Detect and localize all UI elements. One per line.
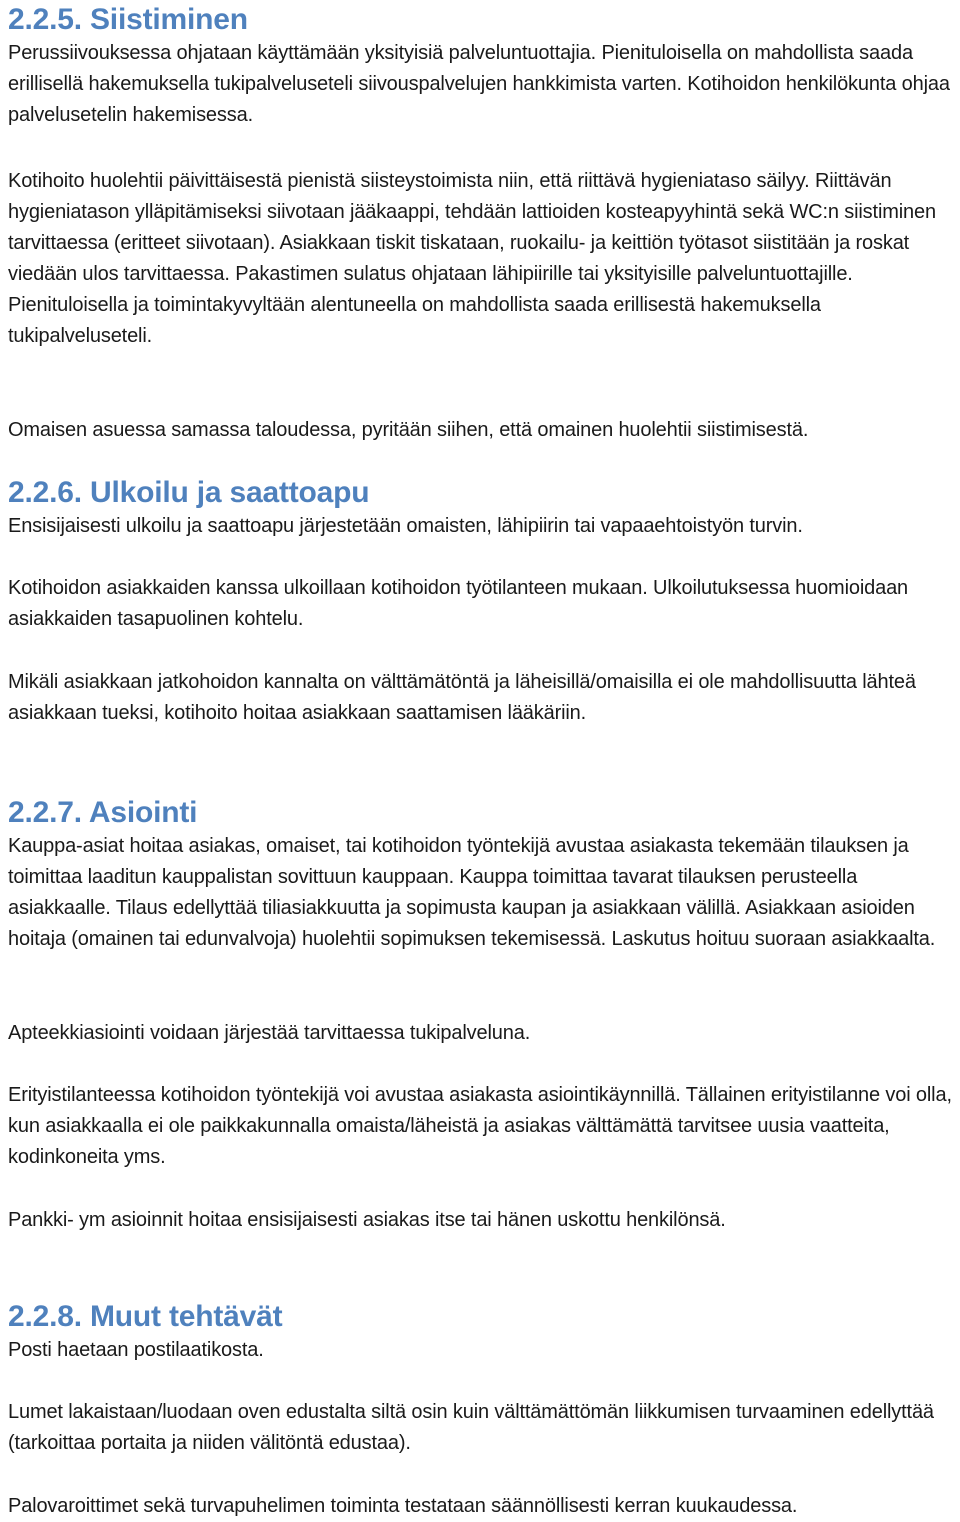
section-heading-muut-tehtavat bbox=[8, 1299, 282, 1335]
paragraph: Kotihoidon asiakkaiden kanssa ulkoillaan kotihoidon työtilanteen mukaan. Ulkoilutuksessa huomioidaan asiakkaiden tasapuolinen kohtelu. bbox=[8, 577, 909, 630]
section-title: Ulkoilu ja saattoapu bbox=[90, 476, 370, 509]
section-title: Siistiminen bbox=[90, 3, 248, 36]
paragraph: Mikäli asiakkaan jatkohoidon kannalta on välttämätöntä ja läheisillä/omaisilla ei ole mahdollisuutta lähteä asiakkaan tueksi, kotihoito hoitaa asiakkaan saattamisen lääkäriin. bbox=[8, 671, 916, 724]
paragraph: Lumet lakaistaan/luodaan oven edustalta siltä osin kuin välttämättömän liikkumisen turvaaminen edellyttää (tarkoittaa portaita ja niiden välitöntä edustaa). bbox=[8, 1401, 934, 1454]
section-title: Muut tehtävät bbox=[90, 1300, 283, 1333]
section-number: 2.2.6. bbox=[8, 476, 82, 509]
paragraph: Perussiivouksessa ohjataan käyttämään yksityisiä palveluntuottajia. Pienituloisella on mahdollista saada erillisellä hakemuksella tukipalveluseteli siivouspalvelujen hankkimista varten. Kotihoidon henkilökunta ohjaa palvelusetelin hakemisessa. bbox=[8, 42, 950, 126]
paragraph: Pankki- ym asioinnit hoitaa ensisijaisesti asiakas itse tai hänen uskottu henkilönsä. bbox=[8, 1209, 726, 1231]
paragraph: Erityistilanteessa kotihoidon työntekijä voi avustaa asiakasta asiointikäynnillä. Tällainen erityistilanne voi olla, kun asiakkaalla ei ole paikkakunnalla omaista/läheistä ja asiakas välttämättä tarvitsee uusia vaatteita, kodinkoneita yms. bbox=[8, 1084, 952, 1168]
section-number: 2.2.7. bbox=[8, 796, 82, 829]
paragraph: Kauppa-asiat hoitaa asiakas, omaiset, tai kotihoidon työntekijä avustaa asiakasta tekemään tilauksen ja toimittaa laaditun kauppalistan sovittuun kauppaan. Kauppa toimittaa tavarat tilauksen perusteella asiakkaalle. Tilaus edellyttää tiliasiakkuutta ja sopimusta kaupan ja asiakkaan välillä. Asiakkaan asioiden hoitaja (omainen tai edunvalvoja) huolehtii sopimuksen tekemisessä. Laskutus hoituu suoraan asiakkaalta. bbox=[8, 835, 936, 950]
section-heading-asiointi bbox=[8, 795, 197, 831]
paragraph: Posti haetaan postilaatikosta. bbox=[8, 1339, 264, 1361]
paragraph: Palovaroittimet sekä turvapuhelimen toiminta testataan säännöllisesti kerran kuukaudessa. bbox=[8, 1495, 798, 1517]
section-number: 2.2.5. bbox=[8, 3, 82, 36]
paragraph: Ensisijaisesti ulkoilu ja saattoapu järjestetään omaisten, lähipiirin tai vapaaehtoistyön turvin. bbox=[8, 515, 803, 537]
paragraph: Apteekkiasiointi voidaan järjestää tarvittaessa tukipalveluna. bbox=[8, 1022, 531, 1044]
section-number: 2.2.8. bbox=[8, 1300, 82, 1333]
section-heading-siistiminen bbox=[8, 2, 248, 38]
section-heading-ulkoilu bbox=[8, 475, 369, 511]
section-title: Asiointi bbox=[88, 796, 198, 829]
paragraph: Kotihoito huolehtii päivittäisestä pienistä siisteystoimista niin, että riittävä hygieniataso säilyy. Riittävän hygieniatason ylläpitämiseksi siivotaan jääkaappi, tehdään lattioiden kosteapyyhintä sekä WC:n siistiminen tarvittaessa (eritteet siivotaan). Asiakkaan tiskit tiskataan, ruokailu- ja keittiön työtasot siistitään ja roskat viedään ulos tarvittaessa. Pakastimen sulatus ohjataan lähipiirille tai yksityisille palveluntuottajille. Pienituloisella ja toimintakyvyltään alentuneella on mahdollista saada erillisestä hakemuksella tukipalveluseteli. bbox=[8, 170, 936, 347]
paragraph: Omaisen asuessa samassa taloudessa, pyritään siihen, että omainen huolehtii siistimisestä. bbox=[8, 419, 809, 441]
